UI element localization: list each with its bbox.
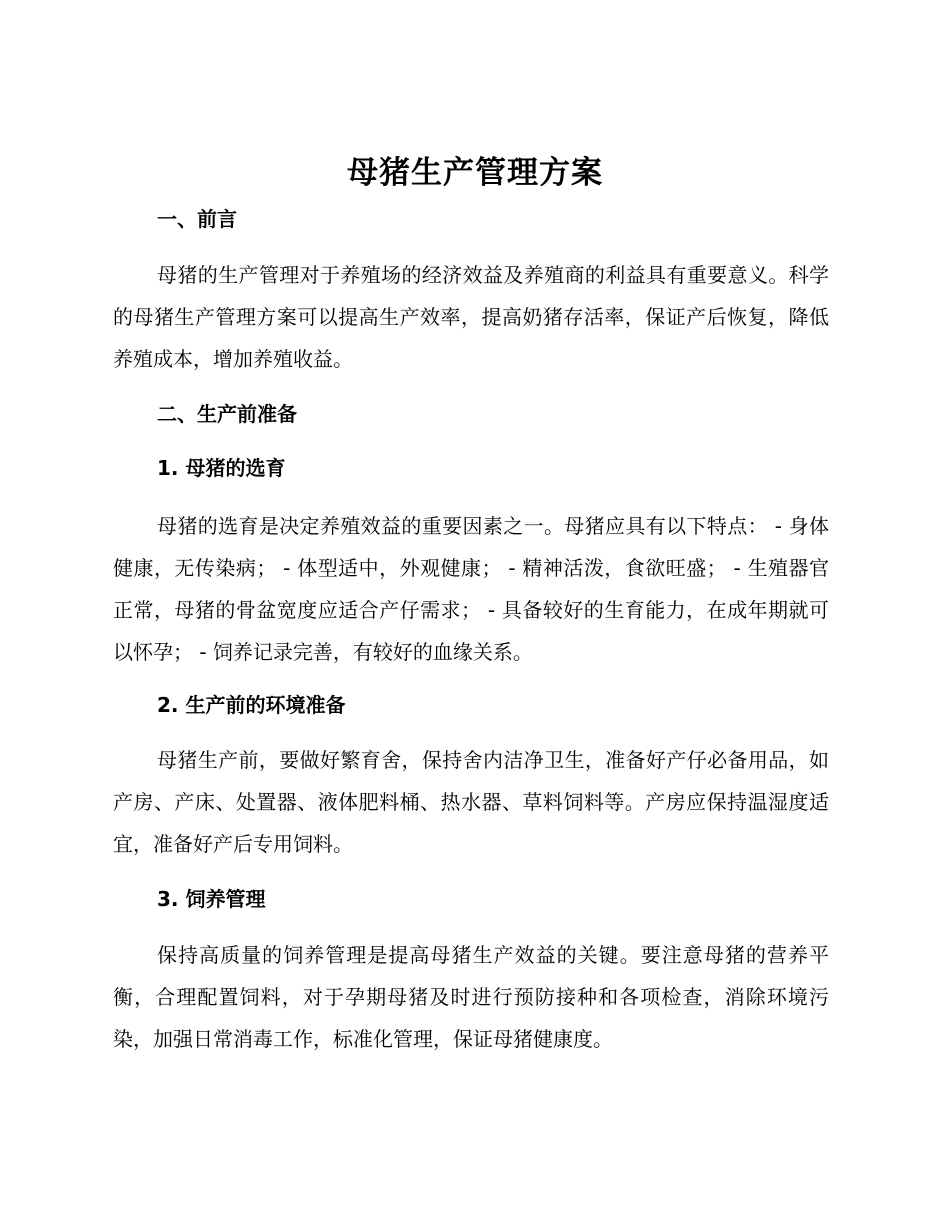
section-heading-preface: 一、前言 [157,207,237,231]
subsection-heading-environment: 2. 生产前的环境准备 [157,693,346,717]
subsection-heading-selection: 1. 母猪的选育 [157,456,286,480]
paragraph-preface: 母猪的生产管理对于养殖场的经济效益及养殖商的利益具有重要意义。科学的母猪生产管理方案可以提高生产效率，提高奶猪存活率，保证产后恢复，降低养殖成本，增加养殖收益。 [113,263,829,371]
document-title: 母猪生产管理方案 [347,155,603,191]
paragraph-selection: 母猪的选育是决定养殖效益的重要因素之一。母猪应具有以下特点： - 身体健康，无传染病； - 体型适中，外观健康； - 精神活泼，食欲旺盛； - 生殖器官正常，母猪的骨盆宽度应适合产仔需求； - 具备较好的生育能力，在成年期就可以怀孕； - 饲养记录完善，有较好的血缘关系。 [113,514,829,664]
subsection-heading-feeding: 3. 饲养管理 [157,887,266,911]
paragraph-environment: 母猪生产前，要做好繁育舍，保持舍内洁净卫生，准备好产仔必备用品，如产房、产床、处置器、液体肥料桶、热水器、草料饲料等。产房应保持温湿度适宜，准备好产后专用饲料。 [113,748,829,856]
paragraph-feeding: 保持高质量的饲养管理是提高母猪生产效益的关键。要注意母猪的营养平衡，合理配置饲料，对于孕期母猪及时进行预防接种和各项检查，消除环境污染，加强日常消毒工作，标准化管理，保证母猪健康度。 [113,943,829,1051]
section-heading-preparation: 二、生产前准备 [157,402,297,426]
